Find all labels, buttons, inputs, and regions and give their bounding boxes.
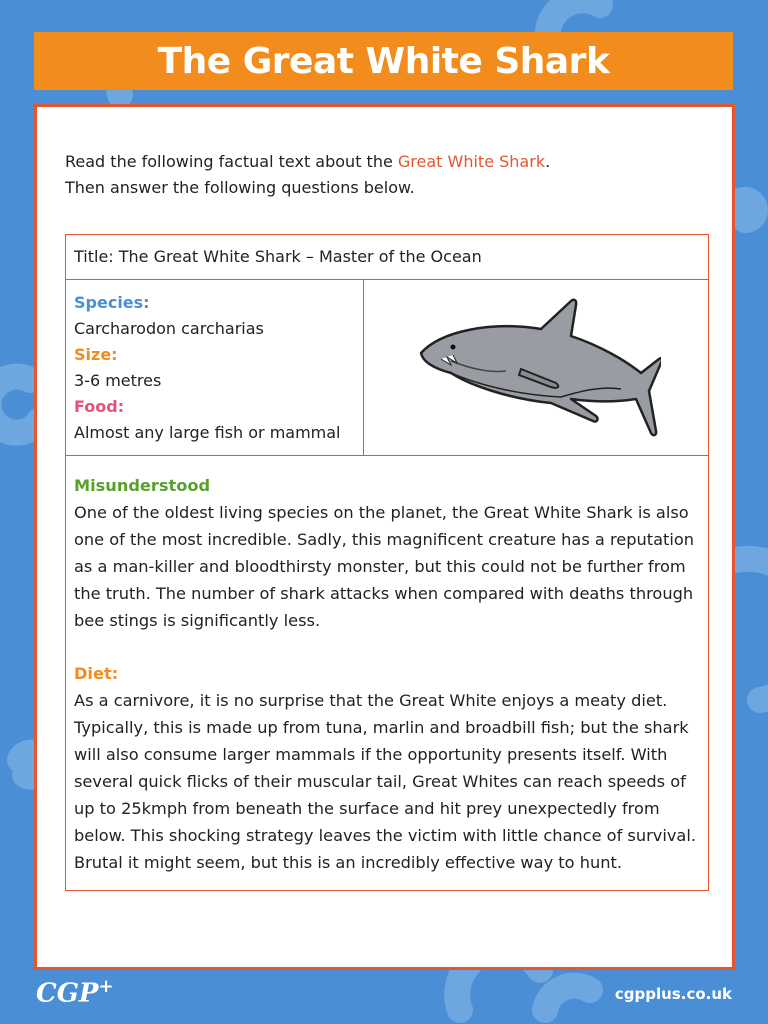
- species-label: Species:: [74, 293, 150, 312]
- shark-illustration: [411, 291, 661, 441]
- content-card: [34, 104, 735, 970]
- intro-highlight: Great White Shark: [397, 152, 546, 171]
- misunderstood-paragraph: One of the oldest living species on the planet, the Great White Shark is also one of the most incredible. Sadly, this magnificent creature has a reputation as a man-killer and bloodthirsty monster, but this could not be further from the truth. The number of shark attacks when compared with deaths through bee stings is significantly less.: [74, 503, 695, 630]
- intro-line1-prefix: Read the following factual text about the: [65, 152, 398, 171]
- title-banner: [34, 32, 733, 90]
- page-title: The Great White Shark: [157, 40, 610, 82]
- intro-line1-suffix: .: [545, 152, 551, 171]
- food-value: Almost any large fish or mammal: [74, 423, 341, 442]
- food-label: Food:: [74, 397, 125, 416]
- misunderstood-heading: Misunderstood: [74, 476, 211, 495]
- fact-table: [65, 234, 709, 891]
- cgp-logo: [36, 976, 114, 1009]
- fact-file: [66, 280, 364, 456]
- diet-paragraph: As a carnivore, it is no surprise that the Great White enjoys a meaty diet. Typically, this is made up from tuna, marlin and broadbill fish; but the shark will also consume larger mammals if the opportunity presents itself. With several quick flicks of their muscular tail, Great Whites can reach speeds of up to 25kmph from beneath the surface and hit prey unexpectedly from below. This shocking strategy leaves the victim with little chance of survival. Brutal it might seem, but this is an incredibly effective way to hunt.: [74, 691, 696, 872]
- shark-image-cell: [364, 280, 709, 456]
- size-label: Size:: [74, 345, 118, 364]
- species-value: Carcharodon carcharias: [74, 319, 264, 338]
- text-title: Title: The Great White Shark – Master of the Ocean: [66, 235, 709, 280]
- diet-heading: Diet:: [74, 664, 119, 683]
- size-value: 3-6 metres: [74, 371, 162, 390]
- logo-text: CGP: [36, 978, 99, 1009]
- intro-line2: Then answer the following questions below.: [65, 178, 415, 197]
- intro-text: [65, 149, 705, 201]
- article-body: [66, 456, 709, 891]
- footer-url: cgpplus.co.uk: [614, 985, 732, 1003]
- logo-plus: +: [98, 976, 114, 997]
